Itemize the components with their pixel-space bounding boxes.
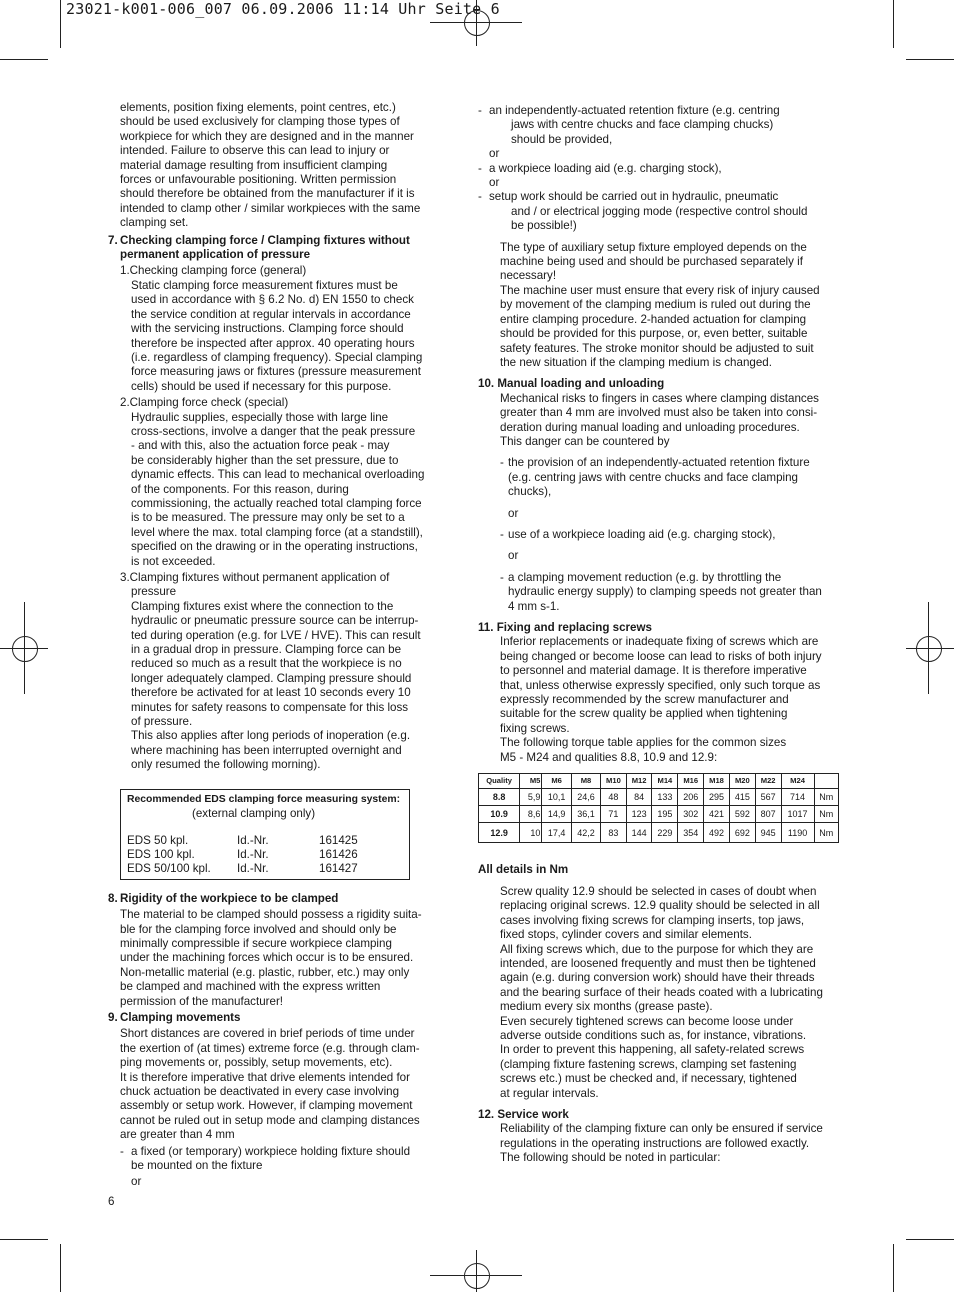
registration-mark-line [0, 648, 48, 649]
table-cell: 415 [729, 789, 755, 806]
text-line: minimally compressible if secure workpiece clamping [120, 936, 392, 950]
table-cell: M24 [781, 774, 814, 789]
table-cell: 8,6 [520, 806, 542, 823]
intro-paragraph [108, 101, 448, 231]
text-line: only resumed the following morning). [131, 758, 321, 772]
eds-item-list: EDS 50 kpl. Id.-Nr. 161425 EDS 100 kpl. Id.-Nr. 161426 EDS 50/100 kpl. Id.-Nr. 161427 [127, 833, 358, 876]
table-header-row [479, 774, 839, 789]
table-cell: 206 [678, 789, 704, 806]
text-line: force measuring jaws or fixtures (pressure measurement [131, 365, 421, 379]
table-cell: M14 [652, 774, 678, 789]
table-cell: 48 [601, 789, 626, 806]
crop-mark [60, 0, 61, 48]
table-cell: 295 [704, 789, 730, 806]
text-line: replacing original screws. 12.9 quality should be selected in all [500, 899, 820, 913]
text-line: material damage resulting from insufficient clamping [120, 158, 388, 172]
text-line: again (e.g. during conversion work) should have their threads [500, 971, 815, 985]
print-header: 23021-k001-006_007 06.09.2006 11:14 Uhr Seite 6 [66, 0, 500, 18]
text-line: dynamic effects. This can lead to mechanical overloading [131, 468, 425, 482]
table-cell: 14,9 [542, 806, 571, 823]
text-line: is not exceeded. [131, 554, 216, 568]
section-7-item-3 [108, 571, 448, 773]
text-line: is to be measured. The pressure may only be set to a [131, 511, 405, 525]
text-line: the service condition at regular intervals in accordance [131, 307, 411, 321]
text-line: Non-metallic material (e.g. plastic, rubber, etc.) may only [120, 965, 410, 979]
text-line: ping movements or, possibly, setup movements, etc). [120, 1056, 393, 1070]
section-8-body [108, 908, 448, 1009]
text-line: adverse outside conditions such as, for instance, vibrations. [500, 1028, 807, 1042]
section-9-body [108, 1027, 448, 1142]
registration-mark [464, 1263, 490, 1289]
table-cell: 36,1 [571, 806, 600, 823]
text-line: Mechanical risks to fingers in cases where clamping distances [500, 391, 819, 405]
text-line: where machining has been interrupted overnight and [131, 743, 402, 757]
text-line: - and with this, also the actuation force peak - may [131, 439, 390, 453]
text-line: greater than 4 mm are involved must also be taken into consi- [500, 406, 818, 420]
crop-mark [0, 59, 48, 60]
text-line: All fixing screws which, due to the purpose for which they are [500, 942, 814, 956]
registration-mark-line [906, 648, 954, 649]
text-line: cases involving fixing screws for clamping inserts, top jaws, [500, 913, 805, 927]
screw-paragraph [478, 885, 836, 1101]
table-cell: M10 [601, 774, 626, 789]
text-line: (clamping fixture fastening screws, clamping set fastening [500, 1057, 797, 1071]
text-line: hydraulic or pneumatic pressure source can be interrup- [131, 614, 419, 628]
table-cell: M12 [626, 774, 652, 789]
text-line: fixing screws. [500, 721, 570, 735]
text-line: in a gradual drop in pressure. Clamping force can be [131, 643, 402, 657]
text-line: suitable for the screw quality be applied when tightening [500, 707, 788, 721]
section-11-heading: 11. Fixing and replacing screws [478, 621, 652, 634]
text-line: of the components. For this reason, during [131, 482, 349, 496]
table-cell: 195 [652, 806, 678, 823]
registration-mark-line [430, 22, 522, 23]
text-line: cross-sections, involve a danger that the peak pressure [131, 424, 416, 438]
text-line: assembly or setup work. However, if clamping movement [120, 1099, 413, 1113]
text-line: pressure [131, 585, 177, 599]
text-line: 2.Clamping force check (special) [120, 396, 289, 410]
text-line: clamping set. [120, 216, 189, 230]
text-line: Inferior replacements or inadequate fixing of screws which are [500, 635, 819, 649]
text-line: expressly recommended by the screw manufacturer and [500, 693, 789, 707]
crop-mark [0, 1239, 48, 1240]
right-column: - an independently-actuated retention fixture (e.g. centring jaws with centre chucks and face clamping chucks) should be provided, or - a workpiece loading aid (e.g. charging stock), or - setup work should be carried out in hydraulic, pneumatic and / or electrical jogging mode (respective control should be possible!) The type of auxiliary setup fixture employed depends on the machine being used and should be purchased separately if necessary! The machine user must ensure that every risk of injury caused by movement of the clamping medium is ruled out during the entire clamping procedure. 2-handed actuation for clamping should be provided for this purpose, or, even better, suitable safety features. The stroke monitor should be adjusted to suit the new situation if the clamping medium is changed. 10. Manual loading and unloading Mechanical risks to fingers in cases where clamping distances greater than 4 mm are involved must also be taken into consi- deration during manual loading and unloading procedures. This danger can be countered by - the provision of an independently-actuated retention fixture (e.g. centring jaws with centre chucks and face clamping chucks), or - use of a workpiece loading aid (e.g. charging stock), or - a clamping movement reduction (e.g. by throttling the hydraulic energy supply) to clamping speeds not greater than 4 mm s-1. 11. Fixing and replacing screws Inferior replacements or inadequate fixing of screws which are being changed or become loose can lead to risks of both injury to personnel and material damage. It is therefore imperative that, unless otherwise expressly specified, only such torque as expressly recommended by the screw manufacturer and suitable for the screw quality be applied when tightening fixing screws. The following torque table applies for the common sizes M5 - M24 and qualities 8.8, 10.9 and 12.9: Quality M5 M6 M8 M10 M12 M14 M16 M18 M20 M22 M24 8.8 5,9 10,1 24,6 48 84 133 206 295 415 567 714 Nm 10.9 8,6 14,9 36,1 71 123 195 302 421 592 807 1017 Nm 12.9 10 17,4 42,2 83 144 229 354 492 692 945 1190 Nm All details in Nm Screw quality 12.9 should be selected in cases of doubt when replacing original screws. 12.9 quality should be selected in all cases involving fixing screws for clamping inserts, top jaws, fixed stops, cylinder covers and similar elements. All fixing screws which, due to the purpose for which they are intended, are loosened frequently and must then be tightened again (e.g. during conversion work) should have their threads and the bearing surface of their heads coated with a lubricating medium every six months (grease paste). Even securely tightened screws can become loose under adverse outside conditions such as, for instance, vibrations. In order to prevent this happening, all safety-related screws (clamping fixture fastening screws, clamping set fastening screws etc.) must be checked and, if necessary, tightened at regular intervals. 12. Service work Reliability of the clamping fixture can only be ensured if service regulations in the operating instructions are followed exactly. The following should be noted in particular: [478, 104, 836, 1166]
table-cell: M20 [729, 774, 755, 789]
text-line: by movement of the clamping medium is ruled out during the [500, 298, 811, 312]
text-line: Hydraulic supplies, especially those with large line [131, 410, 389, 424]
section-7-item-2 [108, 396, 448, 569]
text-line: screws etc.) must be checked and, if necessary, tightened [500, 1072, 797, 1086]
text-line: of pressure. [131, 715, 193, 729]
registration-mark [12, 636, 38, 662]
text-line: are greater than 4 mm [120, 1128, 235, 1142]
crop-mark [893, 0, 894, 48]
table-cell: 1017 [781, 806, 814, 823]
text-line: being changed or become loose can lead to risks of both injury [500, 649, 822, 663]
table-cell: 492 [704, 823, 730, 843]
text-line: In order to prevent this happening, all safety-related screws [500, 1043, 805, 1057]
text-line: should be used exclusively for clamping those types of [120, 115, 400, 129]
text-line: Clamping fixtures exist where the connection to the [131, 599, 394, 613]
table-cell: 42,2 [571, 823, 600, 843]
text-line: medium every six months (grease paste). [500, 1000, 713, 1014]
section-12-body [478, 1122, 836, 1165]
table-cell: 10,1 [542, 789, 571, 806]
section-12-heading: 12. Service work [478, 1107, 569, 1121]
registration-mark-line [476, 1250, 477, 1292]
table-cell: 567 [755, 789, 781, 806]
crop-mark [893, 1244, 894, 1292]
text-line: at regular intervals. [500, 1086, 599, 1100]
table-cell: Nm [814, 806, 838, 823]
text-line: cells) should be used if necessary for this purpose. [131, 379, 392, 393]
text-line: be considerably higher than the set pressure, due to [131, 453, 399, 467]
section-8-heading: 8. Rigidity of the workpiece to be clamped [108, 891, 339, 905]
text-line: Static clamping force measurement fixtures must be [131, 278, 398, 292]
text-line: Screw quality 12.9 should be selected in cases of doubt when [500, 884, 817, 898]
crop-mark [906, 59, 954, 60]
text-line: regulations in the operating instructions are followed exactly. [500, 1136, 810, 1150]
box-title: Recommended EDS clamping force measuring system: [127, 793, 401, 805]
table-cell: M16 [678, 774, 704, 789]
text-line: workpiece for which they are designed and in the manner [120, 129, 414, 143]
text-line: intended. Failure to observe this can lead to injury or [120, 144, 390, 158]
section-10-heading: 10. Manual loading and unloading [478, 377, 665, 391]
torque-table [478, 773, 839, 843]
table-cell: Nm [814, 789, 838, 806]
text-line: forces or unfavourable positioning. Written permission [120, 173, 397, 187]
crop-mark [906, 1239, 954, 1240]
table-cell: 302 [678, 806, 704, 823]
registration-mark-line [430, 1275, 522, 1276]
text-line: commissioning, the actually reached total clamping force [131, 496, 422, 510]
text-line: M5 - M24 and qualities 8.8, 10.9 and 12.9: [500, 750, 718, 764]
text-line: The following torque table applies for the common sizes [500, 736, 787, 750]
table-cell [814, 774, 838, 789]
box-subtitle: (external clamping only) [192, 807, 316, 821]
table-cell: 229 [652, 823, 678, 843]
text-line: Short distances are covered in brief periods of time under [120, 1027, 415, 1041]
text-line: necessary! [500, 269, 557, 283]
table-cell: 714 [781, 789, 814, 806]
text-line: the new situation if the clamping medium is changed. [500, 355, 772, 369]
page-number: 6 [108, 1195, 115, 1208]
text-line: Reliability of the clamping fixture can only be ensured if service [500, 1122, 823, 1136]
text-line: intended to clamp other / similar workpieces with the same [120, 201, 421, 215]
list-item: - setup work should be carried out in hydraulic, pneumatic [478, 190, 779, 204]
table-cell: 133 [652, 789, 678, 806]
text-line: and the bearing surface of their heads coated with a lubricating [500, 985, 823, 999]
table-cell: 71 [601, 806, 626, 823]
text-line: (i.e. regardless of clamping frequency). Special clamping [131, 350, 423, 364]
table-cell: 24,6 [571, 789, 600, 806]
table-cell: M22 [755, 774, 781, 789]
text-line: The type of auxiliary setup fixture employed depends on the [500, 240, 807, 254]
table-cell: Nm [814, 823, 838, 843]
table-row [479, 789, 839, 806]
table-cell: 12.9 [479, 823, 520, 843]
section-7-item-1 [108, 264, 448, 394]
table-cell: 144 [626, 823, 652, 843]
section-9-heading: 9. Clamping movements [108, 1010, 241, 1024]
text-line: deration during manual loading and unloading procedures. [500, 420, 800, 434]
table-row [479, 806, 839, 823]
table-cell: 592 [729, 806, 755, 823]
table-cell: 10 [520, 823, 542, 843]
text-line: 3.Clamping fixtures without permanent application of [120, 571, 390, 584]
table-cell: 5,9 [520, 789, 542, 806]
table-cell: 17,4 [542, 823, 571, 843]
table-cell: 945 [755, 823, 781, 843]
table-cell: 10.9 [479, 806, 520, 823]
text-line: therefore be activated for at least 10 seconds every 10 [131, 686, 411, 700]
text-line: The material to be clamped should possess a rigidity suita- [120, 908, 422, 922]
text-line: elements, position fixing elements, point centres, etc.) [120, 101, 396, 114]
text-line: ble for the clamping force involved and should only be [120, 922, 397, 936]
table-cell: M5 [520, 774, 542, 789]
text-line: permission of the manufacturer! [120, 994, 284, 1008]
text-line: safety features. The stroke monitor should be adjusted to suit [500, 341, 814, 355]
text-line: to personnel and material damage. It is therefore imperative [500, 664, 807, 678]
text-line: reduced so much as a result that the workpiece is no [131, 657, 402, 671]
text-line: specified on the drawing or in the operating instructions, [131, 540, 418, 554]
text-line: entire clamping procedure. 2-handed actuation for clamping [500, 312, 807, 326]
left-column [108, 101, 448, 1190]
table-cell: 8.8 [479, 789, 520, 806]
text-line: used in accordance with § 6.2 No. d) EN 1550 to check [131, 293, 414, 307]
text-line: that, unless otherwise expressly specified, only such torque as [500, 678, 821, 692]
list-item: - a workpiece loading aid (e.g. charging stock), [478, 161, 722, 175]
text-line: chuck actuation be deactivated in every case involving [120, 1085, 400, 1098]
table-cell: 354 [678, 823, 704, 843]
all-details-note: All details in Nm [478, 863, 569, 877]
text-line: be clamped and machined with the express written [120, 980, 381, 994]
table-cell: M18 [704, 774, 730, 789]
section-11-body [478, 635, 836, 765]
section-7-heading: 7. Checking clamping force / Clamping fixtures without permanent application of pressure [108, 233, 410, 262]
table-cell: 84 [626, 789, 652, 806]
text-line: level where the max. total clamping force (at a standstill), [131, 525, 423, 539]
text-line: under the machining forces which occur is to be ensured. [120, 951, 414, 965]
text-line: machine being used and should be purchased separately if [500, 255, 803, 269]
setup-paragraph [478, 241, 836, 371]
table-cell: M6 [542, 774, 571, 789]
table-cell: M8 [571, 774, 600, 789]
text-line: should therefore be obtained from the manufacturer if it is [120, 187, 415, 201]
table-row [479, 823, 839, 843]
table-cell: 421 [704, 806, 730, 823]
text-line: The machine user must ensure that every risk of injury caused [500, 283, 820, 297]
text-line: intended, are loosened frequently and must then be tightened [500, 956, 816, 970]
text-line: Even securely tightened screws can become loose under [500, 1014, 794, 1028]
crop-mark [60, 1244, 61, 1292]
section-9-dash-item: - a fixed (or temporary) workpiece holding fixture should be mounted on the fixture or [120, 1144, 411, 1189]
table-cell: 807 [755, 806, 781, 823]
text-line: longer adequately clamped. Clamping pressure should [131, 671, 412, 685]
text-line: should be provided for this purpose, or, even better, suitable [500, 327, 808, 341]
text-line: the exertion of (at times) extreme force (e.g. through clam- [120, 1041, 420, 1055]
text-line: ted during operation (e.g. for LVE / HVE). This can result [131, 628, 421, 642]
text-line: 1.Checking clamping force (general) [120, 264, 307, 278]
table-cell: 1190 [781, 823, 814, 843]
text-line: fixed stops, cylinder covers and similar elements. [500, 928, 752, 942]
text-line: This also applies after long periods of inoperation (e.g. [131, 729, 411, 743]
registration-mark [916, 636, 942, 662]
text-line: It is therefore imperative that drive elements intended for [120, 1070, 410, 1084]
section-10-items: - the provision of an independently-actuated retention fixture (e.g. centring jaws with centre chucks and face clamping chucks), or - use of a workpiece loading aid (e.g. charging stock), or - a clamping movement reduction (e.g. by throttling the hydraulic energy supply) to clamping speeds not greater than 4 mm s-1. [500, 456, 822, 613]
text-line: minutes for safety reasons to compensate for this loss [131, 700, 409, 714]
table-cell: 123 [626, 806, 652, 823]
text-line: The following should be noted in particular: [500, 1151, 721, 1165]
text-line: therefore be inspected after approx. 40 operating hours [131, 336, 415, 350]
table-cell: 692 [729, 823, 755, 843]
list-item: - an independently-actuated retention fixture (e.g. centring [478, 104, 780, 117]
table-cell: 83 [601, 823, 626, 843]
section-10-body [478, 392, 836, 450]
table-cell: Quality [479, 774, 520, 789]
eds-recommendation-box [120, 789, 410, 880]
text-line: This danger can be countered by [500, 434, 670, 448]
text-line: cannot be ruled out in setup mode and clamping distances [120, 1113, 420, 1127]
text-line: with the servicing instructions. Clamping force should [131, 322, 404, 336]
